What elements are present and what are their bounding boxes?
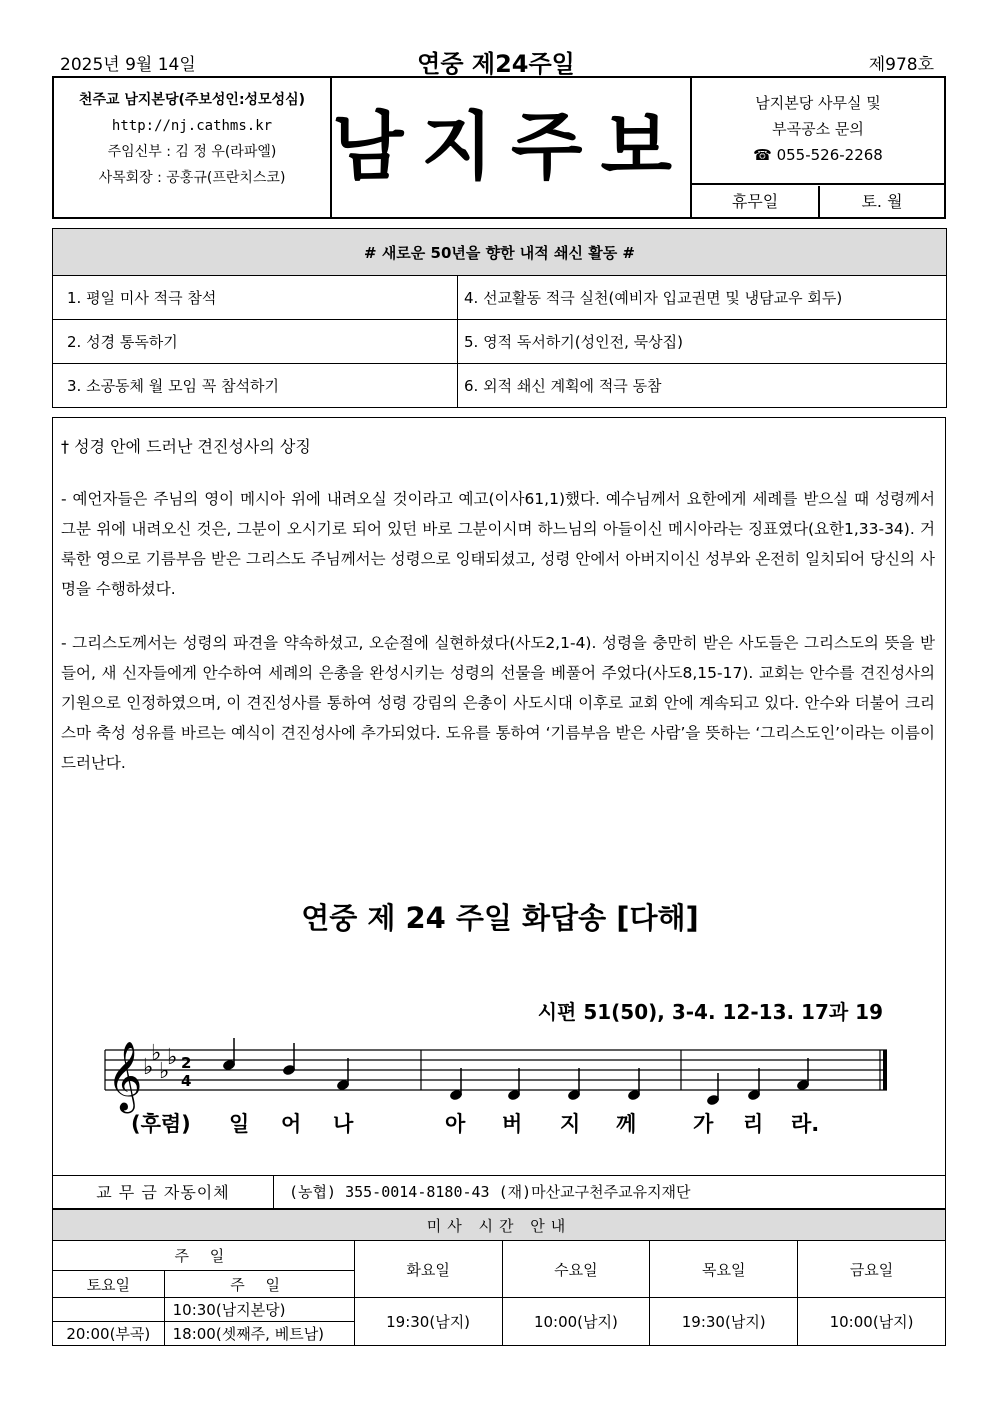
article-paragraph: - 예언자들은 주님의 영이 메시아 위에 내려오실 것이라고 예고(이사61,1)했다. 예수님께서 요한에게 세례를 받으실 때 성령께서 그분 위에 내려오신 것은, 그분이 오시기로 되어 있던 바로 그분이시며 하느님의 아들이신 메시아라는 징표였다(요한1,33-34). 거룩한 영으로 기름부음 받은 그리스도 주님께서는 성령으로 잉태되셨고, 성령 안에서 아버지이신 성부와 온전히 일치되어 당신의 사명을 수행하셨다.	[61, 490, 935, 598]
lyric-syllable: 리	[743, 1112, 764, 1136]
lyric-syllable: 지	[560, 1112, 581, 1136]
pastor-name: 주임신부 : 김 정 우(라파엘)	[107, 144, 277, 160]
svg-text:♭: ♭	[143, 1055, 154, 1080]
article-title: † 성경 안에 드러난 견진성사의 상징	[61, 437, 311, 456]
svg-text:4: 4	[181, 1072, 192, 1090]
sunday-title: 연중 제24주일	[417, 50, 575, 78]
lyric-syllable: 일	[229, 1112, 250, 1136]
activities-heading: # 새로운 50년을 향한 내적 쇄신 활동 #	[53, 229, 947, 276]
masthead-box	[52, 76, 946, 219]
lyric-syllable: 나	[333, 1112, 354, 1136]
offering-transfer	[52, 1175, 946, 1210]
issue-number: 제978호	[868, 55, 934, 75]
council-president: 사목회장 : 공홍규(프란치스코)	[98, 170, 286, 186]
activity-item: 6. 외적 쇄신 계획에 적극 동참	[458, 364, 947, 408]
thursday-header: 목요일	[650, 1241, 798, 1298]
article-box	[52, 417, 946, 1209]
thursday-time: 19:30(남지)	[650, 1298, 798, 1346]
lyric-syllable: 아	[445, 1112, 466, 1136]
activity-item: 5. 영적 독서하기(성인전, 묵상집)	[458, 320, 947, 364]
psalm-reference: 시편 51(50), 3-4. 12-13. 17과 19	[537, 1000, 883, 1024]
office-line1: 남지본당 사무실 및	[755, 94, 881, 112]
activity-item: 4. 선교활동 적극 실천(예비자 입교권면 및 냉담교우 회두)	[458, 276, 947, 320]
masthead-title: 남지주보	[332, 78, 692, 217]
office-contact	[692, 78, 944, 217]
sunday-time: 18:00(셋째주, 베트남)	[164, 1322, 354, 1346]
sunday-group-header: 주 일	[53, 1241, 355, 1271]
mass-schedule-table	[52, 1209, 946, 1346]
holiday-label: 휴무일	[692, 186, 820, 217]
psalm-title: 연중 제 24 주일 화답송 [다해]	[301, 901, 699, 935]
holiday-value: 토. 월	[861, 192, 903, 211]
key-signature-flats	[143, 1041, 177, 1084]
svg-text:♭: ♭	[159, 1059, 170, 1084]
office-line2: 부곡공소 문의	[772, 120, 864, 138]
lyric-syllable: 라.	[791, 1112, 820, 1136]
activity-item: 2. 성경 통독하기	[53, 320, 458, 364]
sunday-header: 주 일	[164, 1271, 354, 1298]
activity-item: 1. 평일 미사 적극 참석	[53, 276, 458, 320]
svg-text:♭: ♭	[167, 1045, 178, 1070]
lyric-syllable: 버	[502, 1112, 523, 1136]
tuesday-time: 19:30(남지)	[354, 1298, 502, 1346]
refrain-label: (후렴)	[131, 1112, 191, 1136]
parish-url[interactable]: http://nj.cathms.kr	[111, 118, 273, 134]
svg-text:♭: ♭	[151, 1041, 162, 1066]
lyric-syllable: 어	[281, 1112, 302, 1136]
lyric-syllable: 가	[693, 1112, 714, 1136]
notes	[222, 1038, 810, 1106]
friday-time: 10:00(남지)	[798, 1298, 946, 1346]
staff-lines	[105, 1050, 887, 1090]
mass-schedule-heading: 미사 시간 안내	[53, 1210, 946, 1241]
offering-label: 교 무 금 자동이체	[53, 1176, 274, 1209]
wednesday-header: 수요일	[502, 1241, 650, 1298]
bulletin-date: 2025년 9월 14일	[60, 55, 196, 75]
tuesday-header: 화요일	[354, 1241, 502, 1298]
activity-item: 3. 소공동체 월 모임 꼭 참석하기	[53, 364, 458, 408]
friday-header: 금요일	[798, 1241, 946, 1298]
article-paragraph: - 그리스도께서는 성령의 파견을 약속하셨고, 오순절에 실현하셨다(사도2,1-4). 성령을 충만히 받은 사도들은 그리스도의 뜻을 받들어, 새 신자들에게 안수하여 세례의 은총을 완성시키는 성령의 선물을 베풀어 주었다(사도8,15-17). 교회는 안수를 견진성사의 기원으로 인정하였으며, 이 견진성사를 통하여 성령 강림의 은총이 사도시대 이후로 교회 안에 계속되고 있다. 안수와 더불어 크리스마 축성 성유를 바르는 예식이 견진성사에 추가되었다. 도유를 통하여 ‘기름부음 받은 사람’을 뜻하는 ‘그리스도인’이라는 이름이 드러난다.	[61, 634, 935, 772]
lyric-syllable: 께	[616, 1112, 637, 1136]
renewal-activities-table	[52, 228, 947, 408]
offering-account: (농협) 355-0014-8180-43 (재)마산교구천주교유지재단	[289, 1183, 691, 1201]
time-signature: 2	[181, 1054, 192, 1072]
music-score	[101, 1038, 901, 1148]
parish-name: 천주교 남지본당(주보성인:성모성심)	[78, 92, 306, 108]
treble-clef-icon: 𝄞	[107, 1041, 143, 1111]
wednesday-time: 10:00(남지)	[502, 1298, 650, 1346]
office-phone: ☎ 055-526-2268	[753, 146, 883, 164]
sunday-time: 10:30(남지본당)	[164, 1298, 354, 1322]
parish-info	[54, 78, 332, 217]
saturday-header: 토요일	[53, 1271, 165, 1298]
saturday-time: 20:00(부곡)	[53, 1322, 165, 1346]
